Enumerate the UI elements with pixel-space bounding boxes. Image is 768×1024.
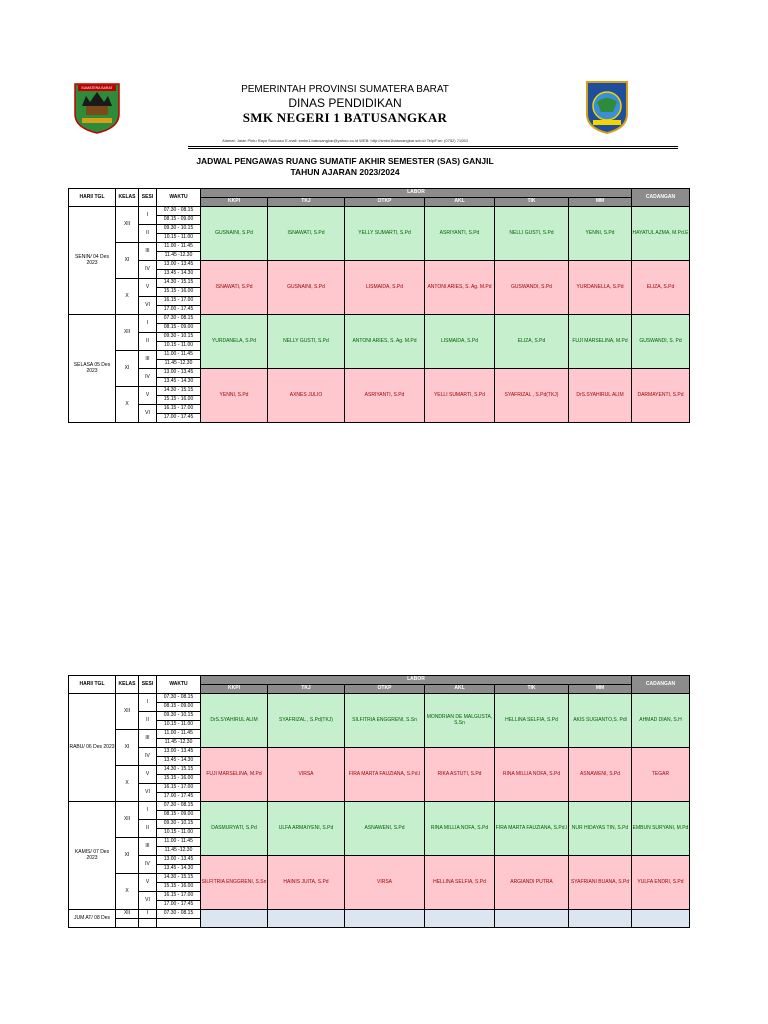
time-slot: 13.00 - 13.45 <box>157 748 201 757</box>
lab-header: MM <box>569 685 632 694</box>
proctor-cell: EMBUN SURYANI, M.Pd <box>632 802 690 856</box>
table-row <box>69 802 690 811</box>
proctor-cell: FIRA MARTA FAUZIANA, S.Pd.I <box>495 802 569 856</box>
header-divider <box>188 148 678 149</box>
day-label: SENIN/ 04 Des 2023 <box>69 207 116 315</box>
time-slot: 14.30 - 15.15 <box>157 387 201 396</box>
proctor-cell: ASRIYANTI, S.Pd <box>425 207 495 261</box>
session-label: VI <box>139 892 157 910</box>
time-slot: 13.45 - 14.30 <box>157 378 201 387</box>
proctor-cell: VIRSA <box>345 856 425 910</box>
time-slot: 10.15 - 11.00 <box>157 829 201 838</box>
class-label: X <box>116 874 139 910</box>
proctor-cell: HELLINA SELFIA, S.Pd <box>425 856 495 910</box>
time-slot: 09.30 - 10.15 <box>157 333 201 342</box>
time-slot: 07.30 - 08.15 <box>157 315 201 324</box>
proctor-cell <box>201 910 268 928</box>
proctor-cell: TEGAR <box>632 748 690 802</box>
proctor-cell: LISMAIDA, S.Pd <box>345 261 425 315</box>
time-slot: 07.30 - 08.15 <box>157 910 201 919</box>
lab-header: MM <box>569 198 632 207</box>
table-row <box>69 856 690 865</box>
class-label: X <box>116 766 139 802</box>
class-label: XI <box>116 838 139 874</box>
session-label: II <box>139 712 157 730</box>
proctor-cell: AKIS SUGIANTO,S. Pdl <box>569 694 632 748</box>
time-slot: 14.30 - 15.15 <box>157 874 201 883</box>
class-label: XII <box>116 802 139 838</box>
time-slot: 13.00 - 13.45 <box>157 856 201 865</box>
proctor-cell: YURDANELA, S.Pd <box>201 315 268 369</box>
proctor-cell: YELLI SUMARTI, S.Pd <box>425 369 495 423</box>
lab-header: TKJ <box>268 198 345 207</box>
kelas-header: KELAS <box>116 189 139 207</box>
time-slot: 11.00 - 11.45 <box>157 243 201 252</box>
proctor-cell: DrS.SYAHIRUL ALIM <box>201 694 268 748</box>
empty-cell <box>139 919 157 928</box>
table-row <box>69 369 690 378</box>
session-label: IV <box>139 261 157 279</box>
time-slot: 17.00 - 17.45 <box>157 414 201 423</box>
proctor-cell: ANTONI ARIES, S. Ag. M.Pd <box>425 261 495 315</box>
session-label: I <box>139 910 157 919</box>
proctor-cell: SYAFRIZAL , S.Pd(TKJ) <box>268 694 345 748</box>
schedule-table <box>68 675 690 928</box>
session-label: V <box>139 874 157 892</box>
lab-header: TIK <box>495 198 569 207</box>
time-slot: 09.30 - 10.15 <box>157 820 201 829</box>
session-label: III <box>139 838 157 856</box>
time-slot: 13.45 - 14.30 <box>157 270 201 279</box>
day-label: JUM AT/ 08 Des <box>69 910 116 928</box>
proctor-cell: FUJI MARSELINA, M.Pd <box>569 315 632 369</box>
session-label: III <box>139 730 157 748</box>
class-label: XII <box>116 207 139 243</box>
proctor-cell: DARMAYENTI, S.Pd <box>632 369 690 423</box>
time-slot: 08.15 - 09.00 <box>157 216 201 225</box>
proctor-cell: SYAFRIZAL , S.Pd(TKJ) <box>495 369 569 423</box>
time-slot: 16.15 - 17.00 <box>157 784 201 793</box>
session-label: I <box>139 315 157 333</box>
time-slot: 13.45 - 14.30 <box>157 865 201 874</box>
time-slot: 13.00 - 13.45 <box>157 369 201 378</box>
lab-header: OTKP <box>345 198 425 207</box>
class-label: XII <box>116 910 139 919</box>
hari-header: HARI/ TGL <box>69 189 116 207</box>
session-label: III <box>139 243 157 261</box>
lab-header: AKL <box>425 685 495 694</box>
session-label: II <box>139 820 157 838</box>
proctor-cell: YULFA ENDRI, S.Pd <box>632 856 690 910</box>
time-slot: 10.15 - 11.00 <box>157 342 201 351</box>
table-row <box>69 261 690 270</box>
waktu-header: WAKTU <box>157 189 201 207</box>
time-slot: 10.15 - 11.00 <box>157 234 201 243</box>
time-slot: 17.00 - 17.45 <box>157 306 201 315</box>
proctor-cell <box>345 910 425 928</box>
proctor-cell: ASRIYANTI, S.Pd <box>345 369 425 423</box>
proctor-cell: VIRSA <box>268 748 345 802</box>
class-label: XI <box>116 243 139 279</box>
session-label: IV <box>139 748 157 766</box>
proctor-cell <box>632 910 690 928</box>
time-slot: 17.00 - 17.45 <box>157 901 201 910</box>
proctor-cell: RINA MILLIA NOFA, S.Pd <box>425 802 495 856</box>
time-slot: 15.15 - 16.00 <box>157 883 201 892</box>
proctor-cell: SILFITRIA ENGGRENI, S.Sn <box>345 694 425 748</box>
time-slot: 15.15 - 16.00 <box>157 288 201 297</box>
class-label: X <box>116 279 139 315</box>
school-name: SMK NEGERI 1 BATUSANGKAR <box>242 110 448 125</box>
class-label: XII <box>116 694 139 730</box>
time-slot: 11.00 - 11.45 <box>157 838 201 847</box>
time-slot: 13.45 - 14.30 <box>157 757 201 766</box>
proctor-cell: YENNI, S.Pd <box>569 207 632 261</box>
proctor-cell: DrS.SYAHIRUL ALIM <box>569 369 632 423</box>
session-label: IV <box>139 856 157 874</box>
time-slot: 08.15 - 09.00 <box>157 703 201 712</box>
time-slot: 15.15 - 16.00 <box>157 775 201 784</box>
province-logo <box>72 82 122 134</box>
sesi-header: SESI <box>139 676 157 694</box>
day-label: KAMIS/ 07 Des 2023 <box>69 802 116 910</box>
session-label: I <box>139 207 157 225</box>
time-slot: 08.15 - 09.00 <box>157 324 201 333</box>
labor-header: LABOR <box>201 676 632 685</box>
proctor-cell: GUSWANDI, S.Pd <box>495 261 569 315</box>
proctor-cell: ARGIANDI PUTRA <box>495 856 569 910</box>
proctor-cell <box>425 910 495 928</box>
session-label: II <box>139 333 157 351</box>
proctor-cell: ANTONI ARIES, S. Ag. M.Pd <box>345 315 425 369</box>
time-slot: 07.30 - 08.15 <box>157 207 201 216</box>
time-slot: 16.15 - 17.00 <box>157 892 201 901</box>
time-slot: 11.45 -12.30 <box>157 847 201 856</box>
lab-header: TIK <box>495 685 569 694</box>
time-slot: 09.30 - 10.15 <box>157 712 201 721</box>
cadangan-header: CADANGAN <box>632 189 690 207</box>
class-label: XII <box>116 315 139 351</box>
school-address: Alamat: Jalan Pintu Rayo Sonuaso E-mail: smkn1.batusangkar@yahoo.co.id WEB: http://smkn1batusangkar.sch.id Telp/Fax: (0752) 71063 <box>222 138 468 143</box>
time-slot: 11.45 -12.30 <box>157 739 201 748</box>
day-label: RABU/ 06 Des 2023 <box>69 694 116 802</box>
session-label: II <box>139 225 157 243</box>
session-label: VI <box>139 784 157 802</box>
proctor-cell: DASMURYATI, S.Pd <box>201 802 268 856</box>
session-label: III <box>139 351 157 369</box>
session-label: I <box>139 802 157 820</box>
table-row <box>69 207 690 216</box>
proctor-cell: GUSNAINI, S.Pd <box>201 207 268 261</box>
time-slot: 17.00 - 17.45 <box>157 793 201 802</box>
table-row <box>69 910 690 919</box>
proctor-cell <box>569 910 632 928</box>
class-label: XI <box>116 351 139 387</box>
proctor-cell: ELIZA, S.Pd <box>495 315 569 369</box>
class-label: XI <box>116 730 139 766</box>
time-slot: 16.15 - 17.00 <box>157 405 201 414</box>
proctor-cell: HAINIS JUITA, S.Pd <box>268 856 345 910</box>
proctor-cell: NELLY GUSTI, S.Pd <box>268 315 345 369</box>
proctor-cell: MONDRIAN DE MALGUSTA, S.Sn <box>425 694 495 748</box>
time-slot: 09.30 - 10.15 <box>157 225 201 234</box>
sesi-header: SESI <box>139 189 157 207</box>
time-slot: 11.45 -12.30 <box>157 360 201 369</box>
proctor-cell: HAYATUL AZMA, M.Pd.E <box>632 207 690 261</box>
proctor-cell: NUR HIDAYAS TIN, S.Pd <box>569 802 632 856</box>
time-slot: 07.30 - 08.15 <box>157 694 201 703</box>
proctor-cell: LISMAIDA, S.Pd <box>425 315 495 369</box>
header-divider <box>188 146 678 147</box>
department-name: DINAS PENDIDIKAN <box>288 96 402 110</box>
proctor-cell: SILFITRIA ENGGRENI, S.Sn <box>201 856 268 910</box>
hari-header: HARI/ TGL <box>69 676 116 694</box>
kelas-header: KELAS <box>116 676 139 694</box>
day-label: SELASA 05 Des 2023 <box>69 315 116 423</box>
time-slot: 14.30 - 15.15 <box>157 766 201 775</box>
proctor-cell: RINA MILLIA NOFA, S.Pd <box>495 748 569 802</box>
labor-header: LABOR <box>201 189 632 198</box>
proctor-cell: SYAFRIANI BUANA, S.Pd <box>569 856 632 910</box>
proctor-cell: GUSNAINI, S.Pd <box>268 261 345 315</box>
proctor-cell: GUSWANDI, S. Pd <box>632 315 690 369</box>
time-slot: 11.00 - 11.45 <box>157 351 201 360</box>
class-label: X <box>116 387 139 423</box>
proctor-cell: RIKA ASTUTI, S.Pd <box>425 748 495 802</box>
proctor-cell: AHMAD DIAN, S.H <box>632 694 690 748</box>
empty-cell <box>116 919 139 928</box>
lab-header: AKL <box>425 198 495 207</box>
lab-header: TKJ <box>268 685 345 694</box>
time-slot: 08.15 - 09.00 <box>157 811 201 820</box>
time-slot: 16.15 - 17.00 <box>157 297 201 306</box>
proctor-cell: NELLI GUSTI, S.Pd <box>495 207 569 261</box>
lab-header: OTKP <box>345 685 425 694</box>
proctor-cell <box>495 910 569 928</box>
empty-cell <box>157 919 201 928</box>
time-slot: 14.30 - 15.15 <box>157 279 201 288</box>
table-row <box>69 694 690 703</box>
government-name: PEMERINTAH PROVINSI SUMATERA BARAT <box>241 84 449 95</box>
proctor-cell <box>268 910 345 928</box>
proctor-cell: ELIZA, S.Pd <box>632 261 690 315</box>
proctor-cell: YURDANELLA, S.Pd <box>569 261 632 315</box>
time-slot: 11.00 - 11.45 <box>157 730 201 739</box>
document-subtitle: TAHUN AJARAN 2023/2024 <box>290 167 400 177</box>
proctor-cell: YELLY SUMARTI, S.Pd <box>345 207 425 261</box>
proctor-cell: FIRA MARTA FAUZIANA, S.Pd.I <box>345 748 425 802</box>
proctor-cell: HELLINA SELFIA, S.Pd <box>495 694 569 748</box>
time-slot: 10.15 - 11.00 <box>157 721 201 730</box>
session-label: VI <box>139 405 157 423</box>
session-label: VI <box>139 297 157 315</box>
proctor-cell: YENNI, S.Pd <box>201 369 268 423</box>
proctor-cell: ISNAWATI, S.Pd <box>268 207 345 261</box>
document-title: JADWAL PENGAWAS RUANG SUMATIF AKHIR SEMESTER (SAS) GANJIL <box>196 156 494 166</box>
session-label: V <box>139 766 157 784</box>
lab-header: KKPI <box>201 198 268 207</box>
cadangan-header: CADANGAN <box>632 676 690 694</box>
time-slot: 15.15 - 16.00 <box>157 396 201 405</box>
time-slot: 13.00 - 13.45 <box>157 261 201 270</box>
schedule-table <box>68 188 690 423</box>
session-label: V <box>139 279 157 297</box>
proctor-cell: ISNAWATI, S.Pd <box>201 261 268 315</box>
proctor-cell: ASNAWENI, S.Pd <box>345 802 425 856</box>
session-label: I <box>139 694 157 712</box>
proctor-cell: FUJI MARSELINA, M.Pd <box>201 748 268 802</box>
time-slot: 07.30 - 08.15 <box>157 802 201 811</box>
proctor-cell: ULFA ARMAIYENI, S.Pd <box>268 802 345 856</box>
time-slot: 11.45 -12.30 <box>157 252 201 261</box>
lab-header: KKPI <box>201 685 268 694</box>
proctor-cell: ASNAWENI, S.Pd <box>569 748 632 802</box>
waktu-header: WAKTU <box>157 676 201 694</box>
table-row <box>69 315 690 324</box>
session-label: IV <box>139 369 157 387</box>
school-logo <box>583 80 631 134</box>
proctor-cell: AXNES JULIO <box>268 369 345 423</box>
table-row <box>69 748 690 757</box>
session-label: V <box>139 387 157 405</box>
province-logo-text: SUMATERA BARAT <box>81 86 113 90</box>
